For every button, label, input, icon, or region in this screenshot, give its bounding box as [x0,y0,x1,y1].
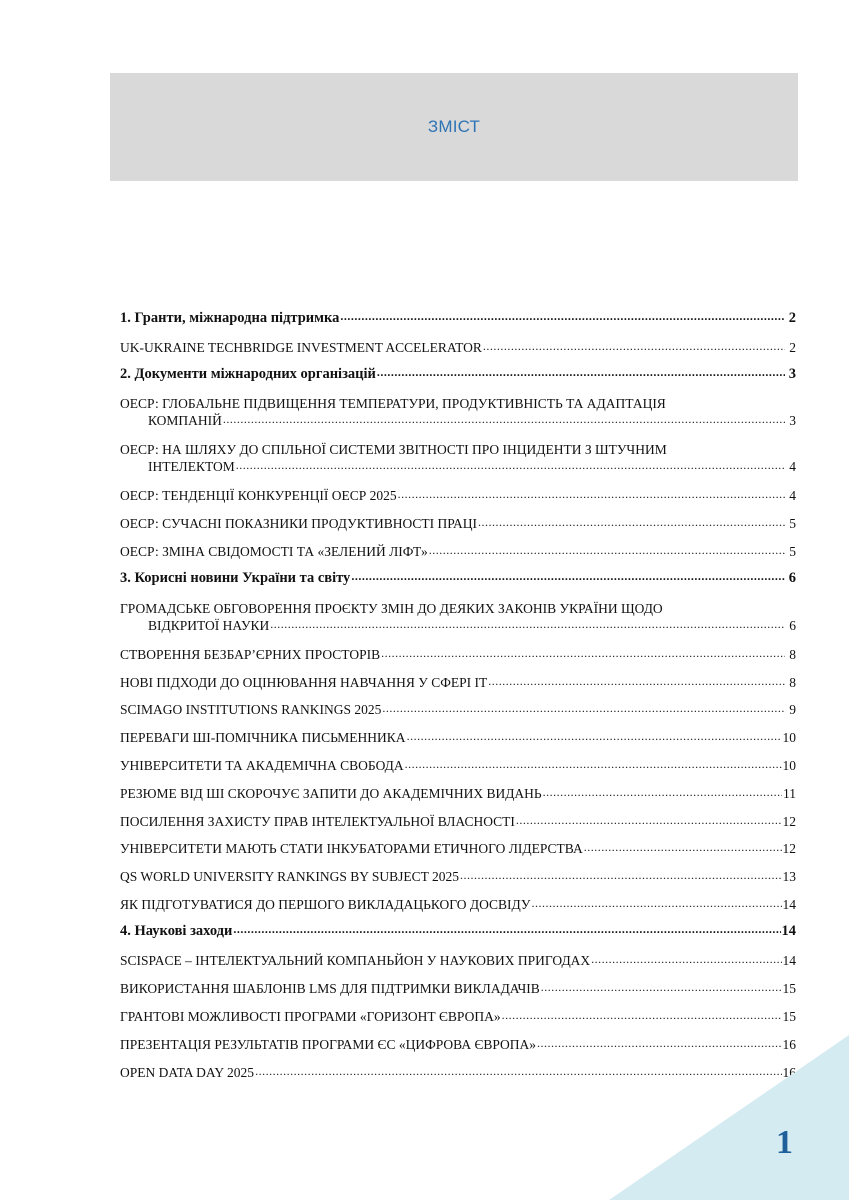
toc-entry-title: 4. Наукові заходи [120,923,233,939]
toc-entry[interactable] [120,729,796,746]
toc-section-heading[interactable] [120,923,796,940]
toc-entry[interactable] [120,487,796,504]
toc-dot-leader [584,841,782,853]
toc-dot-leader [429,544,785,556]
toc-dot-leader [405,758,782,770]
toc-dot-leader [223,413,785,425]
toc-page-number: 9 [789,702,796,717]
toc-dot-leader [236,459,785,471]
toc-entry-title: ОЕСР: ТЕНДЕНЦІЇ КОНКУРЕНЦІЇ ОЕСР 2025 [120,488,397,503]
toc-entry-title: QS WORLD UNIVERSITY RANKINGS BY SUBJECT 2025 [120,869,460,884]
decorative-corner-triangle [609,1035,849,1200]
toc-entry-title: ЯК ПІДГОТУВАТИСЯ ДО ПЕРШОГО ВИКЛАДАЦЬКОГО ДОСВІДУ [120,897,531,912]
toc-entry-title: SCISPACE – ІНТЕЛЕКТУАЛЬНИЙ КОМПАНЬЙОН У НАУКОВИХ ПРИГОДАХ [120,953,591,968]
toc-entry-title: УНІВЕРСИТЕТИ ТА АКАДЕМІЧНА СВОБОДА [120,758,404,773]
toc-page-number: 5 [789,516,796,531]
toc-entry[interactable] [120,757,796,774]
toc-page-number: 15 [782,981,796,996]
toc-dot-leader [516,814,782,826]
toc-entry-title: SCIMAGO INSTITUTIONS RANKINGS 2025 [120,702,382,717]
toc-dot-leader [377,366,785,378]
toc-dot-leader [340,310,785,322]
toc-page-number: 14 [781,923,796,939]
toc-entry[interactable] [120,646,796,663]
toc-entry-title-line1: ОЕСР: НА ШЛЯХУ ДО СПІЛЬНОЇ СИСТЕМИ ЗВІТНОСТІ ПРО ІНЦИДЕНТИ З ШТУЧНИМ [120,442,667,457]
toc-page-number: 15 [782,1009,796,1024]
toc-page-number: 5 [789,544,796,559]
toc-entry-title: ОЕСР: СУЧАСНІ ПОКАЗНИКИ ПРОДУКТИВНОСТІ ПРАЦІ [120,516,478,531]
toc-page-number: 11 [783,786,796,801]
toc-dot-leader [407,730,782,742]
toc-entry[interactable] [120,813,796,830]
toc-page-number: 2 [789,340,796,355]
toc-entry-title: КОМПАНІЙ [148,413,222,428]
toc-dot-leader [488,675,785,687]
toc-dot-leader [351,570,785,582]
toc-entry[interactable] [120,395,796,429]
contents-title: ЗМІСТ [427,117,481,136]
toc-page-number: 10 [782,730,796,745]
toc-dot-leader [460,869,781,881]
toc-page-number: 16 [782,1065,796,1080]
toc-entry-title: НОВІ ПІДХОДИ ДО ОЦІНЮВАННЯ НАВЧАННЯ У СФЕРІ ІТ [120,675,488,690]
toc-entry[interactable] [120,868,796,885]
toc-page-number: 8 [789,647,796,662]
toc-entry[interactable] [120,701,796,718]
toc-entry-title: РЕЗЮМЕ ВІД ШІ СКОРОЧУЄ ЗАПИТИ ДО АКАДЕМІЧНИХ ВИДАНЬ [120,786,542,801]
toc-entry[interactable] [120,1008,796,1025]
toc-page-number: 8 [789,675,796,690]
toc-entry-title: ГРАНТОВІ МОЖЛИВОСТІ ПРОГРАМИ «ГОРИЗОНТ ЄВРОПА» [120,1009,501,1024]
toc-page-number: 14 [782,953,796,968]
toc-entry[interactable] [120,980,796,997]
toc-page-number: 3 [789,413,796,428]
toc-entry-title: 1. Гранти, міжнародна підтримка [120,310,340,326]
toc-page-number: 12 [782,814,796,829]
toc-entry-title: ПОСИЛЕННЯ ЗАХИСТУ ПРАВ ІНТЕЛЕКТУАЛЬНОЇ ВЛАСНОСТІ [120,814,515,829]
toc-page-number: 2 [788,310,796,326]
toc-entry-title-line1: ГРОМАДСЬКЕ ОБГОВОРЕННЯ ПРОЄКТУ ЗМІН ДО ДЕЯКИХ ЗАКОНІВ УКРАЇНИ ЩОДО [120,601,663,616]
contents-header-box [110,73,798,181]
toc-page-number: 4 [789,459,796,474]
toc-dot-leader [381,647,785,659]
toc-entry[interactable] [120,543,796,560]
toc-section-heading[interactable] [120,570,796,587]
toc-page-number: 4 [789,488,796,503]
toc-entry-title: ОЕСР: ЗМІНА СВІДОМОСТІ ТА «ЗЕЛЕНИЙ ЛІФТ» [120,544,428,559]
toc-entry[interactable] [120,785,796,802]
toc-entry-title: УНІВЕРСИТЕТИ МАЮТЬ СТАТИ ІНКУБАТОРАМИ ЕТИЧНОГО ЛІДЕРСТВА [120,841,583,856]
toc-entry-title: ІНТЕЛЕКТОМ [148,459,235,474]
toc-section-heading[interactable] [120,366,796,383]
toc-dot-leader [233,923,780,935]
toc-entry[interactable] [120,339,796,356]
toc-dot-leader [502,1009,782,1021]
toc-page-number: 12 [782,841,796,856]
toc-entry-title: UK-UKRAINE TECHBRIDGE INVESTMENT ACCELERATOR [120,340,482,355]
toc-entry[interactable] [120,441,796,475]
toc-dot-leader [591,953,781,965]
toc-page-number: 3 [788,366,796,382]
toc-page-number: 13 [782,869,796,884]
toc-entry[interactable] [120,515,796,532]
toc-entry-title: ПЕРЕВАГИ ШІ-ПОМІЧНИКА ПИСЬМЕННИКА [120,730,406,745]
toc-entry-title: ВІДКРИТОЇ НАУКИ [148,618,270,633]
toc-page-number: 14 [782,897,796,912]
toc-entry[interactable] [120,600,796,634]
toc-dot-leader [478,516,785,528]
toc-dot-leader [531,897,781,909]
toc-page-number: 6 [788,570,796,586]
toc-entry-title: 2. Документи міжнародних організацій [120,366,376,382]
page-number: 1 [776,1124,793,1161]
toc-page-number: 6 [789,618,796,633]
toc-section-heading[interactable] [120,310,796,327]
toc-entry-title: СТВОРЕННЯ БЕЗБАР’ЄРНИХ ПРОСТОРІВ [120,647,381,662]
toc-page-number: 16 [782,1037,796,1052]
toc-dot-leader [541,981,782,993]
toc-page-number: 10 [782,758,796,773]
toc-dot-leader [543,786,782,798]
toc-entry-title: ПРЕЗЕНТАЦІЯ РЕЗУЛЬТАТІВ ПРОГРАМИ ЄС «ЦИФРОВА ЄВРОПА» [120,1037,537,1052]
toc-entry[interactable] [120,840,796,857]
toc-dot-leader [398,488,785,500]
toc-entry[interactable] [120,952,796,969]
toc-entry-title: ВИКОРИСТАННЯ ШАБЛОНІВ LMS ДЛЯ ПІДТРИМКИ ВИКЛАДАЧІВ [120,981,540,996]
toc-entry-title: OPEN DATA DAY 2025 [120,1065,255,1080]
toc-dot-leader [483,340,785,352]
toc-entry-title: 3. Корисні новини України та світу [120,570,351,586]
toc-entry[interactable] [120,674,796,691]
toc-entry[interactable] [120,896,796,913]
toc-dot-leader [382,702,785,714]
toc-entry-title-line1: ОЕСР: ГЛОБАЛЬНЕ ПІДВИЩЕННЯ ТЕМПЕРАТУРИ, ПРОДУКТИВНІСТЬ ТА АДАПТАЦІЯ [120,396,666,411]
toc-dot-leader [270,618,785,630]
